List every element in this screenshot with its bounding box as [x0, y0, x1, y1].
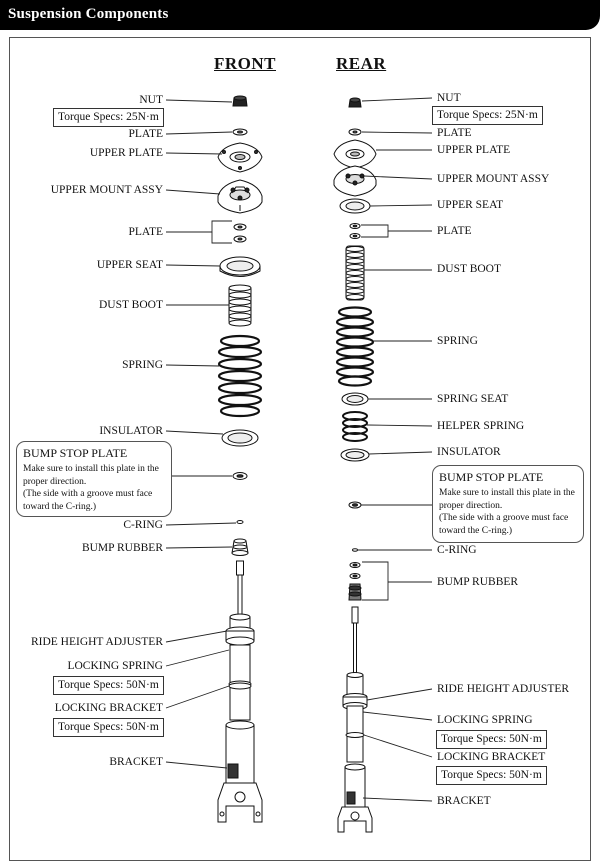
- front-torque-nut: Torque Specs: 25N·m: [53, 108, 164, 127]
- rear-label-bracket: BRACKET: [437, 795, 491, 807]
- rear-torque-locking-bracket: Torque Specs: 50N·m: [436, 766, 547, 785]
- front-torque-locking-spring: Torque Specs: 50N·m: [53, 676, 164, 695]
- rear-bump-stop-line: (The side with a groove must face: [439, 513, 569, 523]
- front-damper-part: [218, 561, 262, 822]
- front-label-plate-top: PLATE: [128, 128, 163, 140]
- front-label-dust-boot: DUST BOOT: [98, 299, 163, 311]
- rear-label-upper-mount-assy: UPPER MOUNT ASSY: [437, 173, 550, 185]
- rear-label-upper-plate: UPPER PLATE: [437, 144, 511, 156]
- front-label-bracket: BRACKET: [109, 756, 163, 768]
- front-dust-boot-part: [229, 285, 251, 326]
- rear-label-c-ring: C-RING: [437, 544, 477, 556]
- rear-dust-boot-part: [346, 246, 364, 300]
- rear-label-bump-rubber: BUMP RUBBER: [437, 576, 519, 588]
- front-label-ride-height-adjuster: RIDE HEIGHT ADJUSTER: [30, 636, 163, 648]
- rear-label-ride-height-adjuster: RIDE HEIGHT ADJUSTER: [437, 683, 570, 695]
- rear-helper-spring-part: [343, 412, 367, 441]
- rear-bump-stop-line: Make sure to install this plate in the: [439, 488, 575, 498]
- rear-label-locking-spring: LOCKING SPRING: [437, 714, 533, 726]
- rear-c-ring-part: [353, 549, 358, 551]
- section-title: Suspension Components: [8, 6, 169, 22]
- rear-label-plate-top: PLATE: [437, 127, 472, 139]
- rear-spring-part: [337, 308, 373, 386]
- front-bump-stop-title: BUMP STOP PLATE: [23, 446, 128, 460]
- rear-upper-seat-part: [340, 199, 370, 213]
- rear-nut-part: [349, 98, 361, 107]
- front-spring-part: [219, 336, 261, 416]
- rear-label-locking-bracket: LOCKING BRACKET: [437, 751, 546, 763]
- rear-label-spring: SPRING: [437, 335, 478, 347]
- front-bump-rubber-part: [232, 539, 248, 556]
- rear-bump-stop-line: proper direction.: [439, 500, 503, 511]
- rear-label-upper-seat: UPPER SEAT: [437, 199, 504, 211]
- rear-bump-stop-title: BUMP STOP PLATE: [439, 470, 544, 484]
- rear-title: REAR: [336, 54, 387, 73]
- front-insulator-part: [222, 430, 258, 446]
- front-label-plate: PLATE: [128, 226, 163, 238]
- rear-bump-stop-note: [432, 465, 584, 543]
- front-upper-plate-part: [218, 143, 262, 172]
- rear-label-helper-spring: HELPER SPRING: [437, 420, 525, 432]
- leader-lines: [166, 98, 432, 801]
- front-title: FRONT: [214, 54, 276, 73]
- rear-torque-locking-spring: Torque Specs: 50N·m: [436, 730, 547, 749]
- rear-upper-plate-part: [334, 140, 376, 168]
- front-label-upper-mount-assy: UPPER MOUNT ASSY: [50, 184, 163, 196]
- rear-upper-mount-part: [334, 166, 376, 196]
- front-nut-part: [233, 96, 247, 106]
- rear-label-plate: PLATE: [437, 225, 472, 237]
- rear-bump-stop-line: toward the C-ring.): [439, 525, 513, 536]
- front-label-upper-seat: UPPER SEAT: [96, 259, 163, 271]
- front-bump-stop-line: Make sure to install this plate in the: [23, 464, 159, 474]
- rear-label-insulator: INSULATOR: [437, 446, 501, 458]
- rear-label-dust-boot: DUST BOOT: [437, 263, 502, 275]
- rear-spring-seat-part: [342, 393, 368, 405]
- front-upper-mount-part: [218, 180, 262, 213]
- rear-label-nut: NUT: [437, 92, 461, 104]
- front-label-insulator: INSULATOR: [99, 425, 163, 437]
- front-bump-stop-line: proper direction.: [23, 476, 87, 487]
- rear-insulator-part: [341, 449, 369, 461]
- rear-bump-rubber-part: [349, 563, 361, 601]
- front-torque-locking-bracket: Torque Specs: 50N·m: [53, 718, 164, 737]
- front-label-nut: NUT: [139, 94, 163, 106]
- front-label-spring: SPRING: [122, 359, 163, 371]
- front-c-ring-part: [237, 521, 243, 524]
- front-upper-seat-part: [220, 257, 260, 277]
- front-label-locking-spring: LOCKING SPRING: [67, 660, 163, 672]
- front-label-upper-plate: UPPER PLATE: [89, 147, 163, 159]
- front-label-bump-rubber: BUMP RUBBER: [81, 542, 163, 554]
- front-bump-stop-note: [16, 441, 172, 517]
- rear-label-spring-seat: SPRING SEAT: [437, 393, 509, 405]
- front-bump-stop-line: (The side with a groove must face: [23, 489, 153, 499]
- front-label-locking-bracket: LOCKING BRACKET: [54, 702, 163, 714]
- rear-torque-nut: Torque Specs: 25N·m: [432, 106, 543, 125]
- front-label-c-ring: C-RING: [123, 519, 163, 531]
- front-bump-stop-line: toward the C-ring.): [23, 501, 97, 512]
